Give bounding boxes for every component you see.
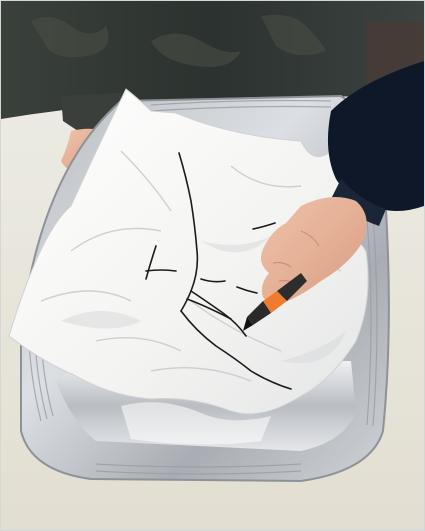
scene-illustration — [1, 1, 424, 530]
